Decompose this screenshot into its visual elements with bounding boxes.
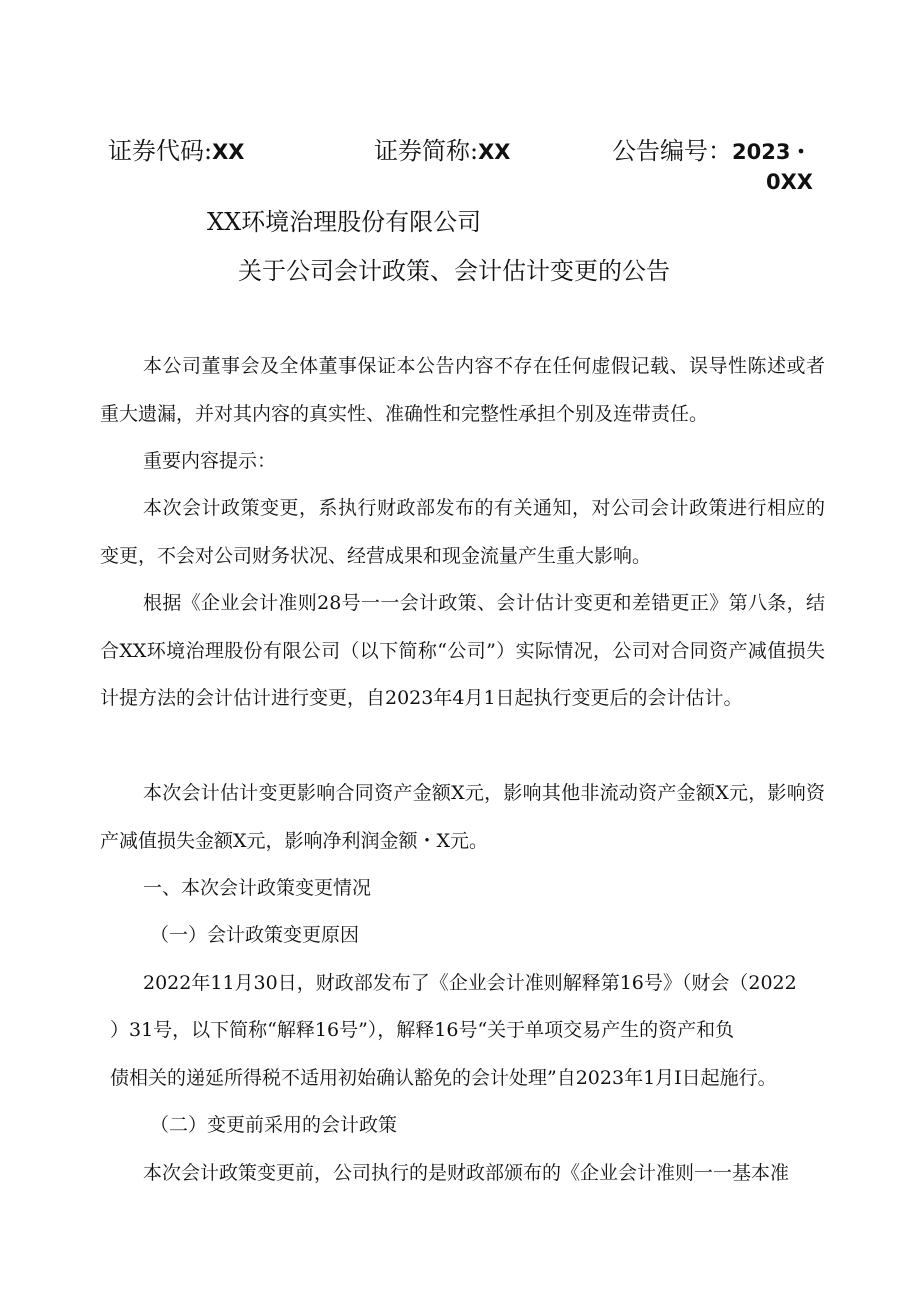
announcement-title: 关于公司会计政策、会计估计变更的公告 — [238, 257, 670, 285]
stock-abbreviation-label: 证券简称: — [374, 137, 479, 165]
stock-abbreviation-value: XX — [478, 140, 511, 164]
announcement-number-value: 2023・ — [732, 140, 812, 164]
reason-paragraph-line-3: 债相关的递延所得税不适用初始确认豁免的会计处理”自2023年1月I日起施行。 — [110, 1067, 777, 1089]
stock-code-value: XX — [212, 140, 245, 164]
announcement-number — [612, 136, 811, 167]
subsection-heading-1-2: （二）变更前采用的会计政策 — [150, 1114, 398, 1136]
stock-code — [108, 136, 244, 167]
impact-paragraph: 本次会计估计变更影响合同资产金额X元，影响其他非流动资产金额X元，影响资产减值损失金额X元，影响净利润金额・X元。 — [100, 782, 825, 852]
announcement-number-label: 公告编号： — [612, 137, 732, 165]
estimate-change-paragraph: 根据《企业会计准则28号一一会计政策、会计估计变更和差错更正》第八条，结合XX环境治理股份有限公司（以下简称“公司”）实际情况，公司对合同资产减值损失计提方法的会计估计进行变更，自2023年4月1日起执行变更后的会计估计。 — [100, 592, 825, 709]
reason-paragraph-line-2: ）31号，以下简称“解释16号”），解释16号“关于单项交易产生的资产和负 — [110, 1019, 735, 1041]
key-points-heading: 重要内容提示： — [143, 450, 277, 472]
disclaimer-paragraph: 本公司董事会及全体董事保证本公告内容不存在任何虚假记载、误导性陈述或者重大遗漏，并对其内容的真实性、准确性和完整性承担个别及连带责任。 — [100, 355, 825, 425]
stock-code-label: 证券代码: — [108, 137, 213, 165]
reason-paragraph-line-1: 2022年11月30日，财政部发布了《企业会计准则解释第16号》（财会（2022 — [143, 972, 797, 994]
section-heading-1: 一、本次会计政策变更情况 — [143, 877, 372, 899]
subsection-heading-1-1: （一）会计政策变更原因 — [150, 924, 360, 946]
announcement-number-value-cont: 0XX — [766, 170, 813, 194]
company-name-title: XX环境治理股份有限公司 — [207, 208, 482, 236]
previous-policy-paragraph: 本次会计政策变更前，公司执行的是财政部颁布的《企业会计准则一一基本准 — [143, 1162, 790, 1184]
policy-change-paragraph: 本次会计政策变更，系执行财政部发布的有关通知，对公司会计政策进行相应的变更，不会对公司财务状况、经营成果和现金流量产生重大影响。 — [100, 497, 825, 567]
stock-abbreviation — [374, 136, 510, 167]
